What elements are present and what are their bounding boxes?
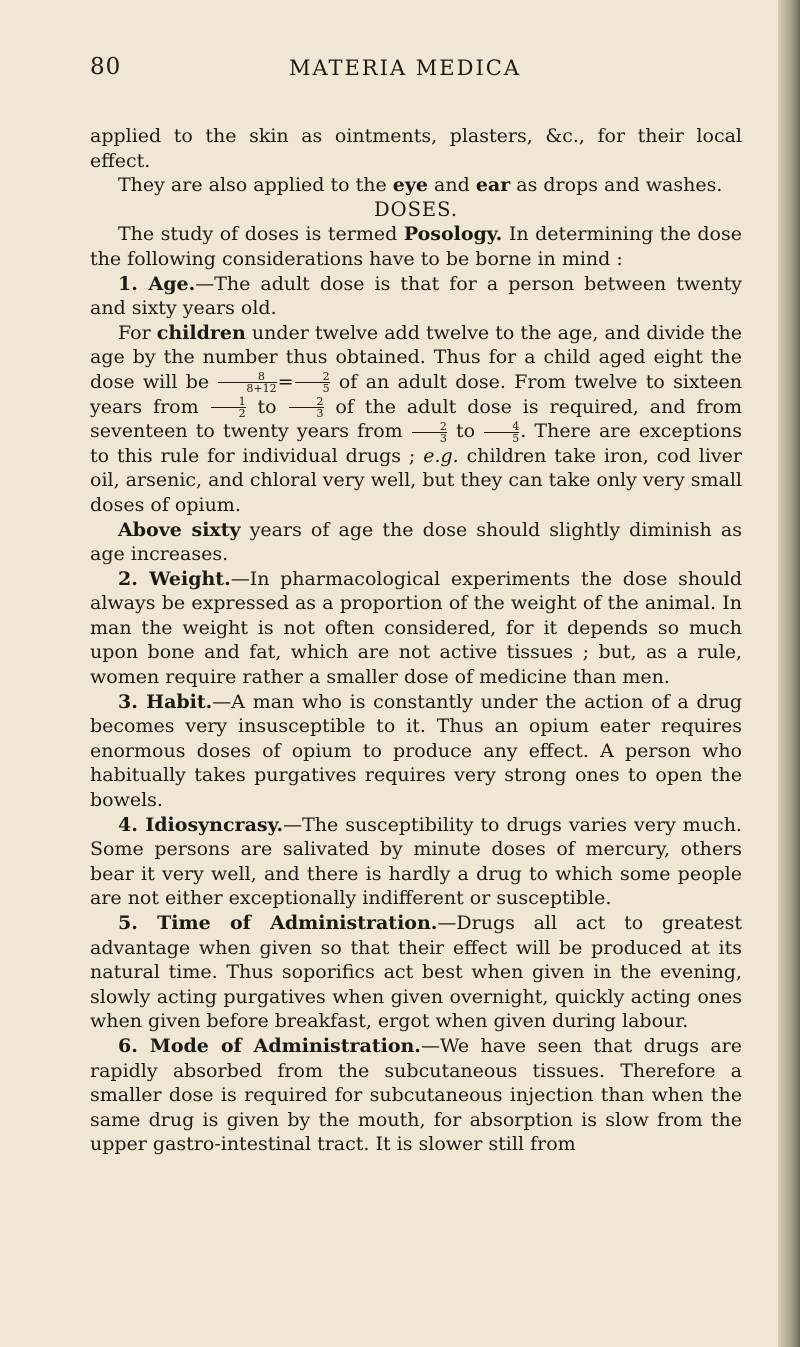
text-run: —Drugs all act to greatest advantage when given so that their effect will be produced at its natural time. Thus soporifics act best when given in the evening, slowly acting purgatives when given overnight, quickly acting ones when given before breakfast, ergot when given during labour. [90,912,742,1033]
paragraph-age [90,272,742,321]
heading-mode-of-administration: 6. Mode of Administration. [118,1034,421,1057]
page-number: 80 [90,54,122,80]
page-header [90,54,720,86]
fraction-denominator: 5 [484,432,519,444]
fraction-denominator: 8+12 [218,382,276,394]
fraction-numerator: 2 [322,370,330,384]
text-run: In determining the dose the following considerations have to be borne in mind : [90,223,742,270]
fraction-numerator: 8 [258,370,266,384]
text-run: and [428,174,476,197]
heading-age: 1. Age. [118,272,196,295]
paragraph-mode [90,1034,742,1157]
text-run: as drops and washes. [510,174,723,197]
fraction-numerator: 4 [512,419,520,433]
text-run: —A man who is constantly under the action of a drug becomes very insusceptible to it. Thus an opium eater requires enormous doses of opium to produce any effect. A person who habitually takes purgatives requires very strong ones to open the bowels. [90,690,742,812]
term-posology: Posology. [403,223,503,246]
paragraph-habit [90,690,742,813]
fraction-denominator: 5 [295,382,330,394]
text-run: years of age the dose should slightly diminish as age increases. [90,518,742,566]
text-run: to [447,420,484,443]
text-run: They are also applied to the [118,174,393,197]
term-children: children [156,321,246,344]
book-spine-edge [778,0,800,1347]
fraction-numerator: 2 [439,419,447,433]
body-text [90,124,742,1157]
fraction-denominator: 3 [289,407,324,419]
text-run: For [118,321,157,344]
paragraph-time [90,911,742,1034]
heading-weight: 2. Weight. [118,567,231,590]
fraction [484,421,519,444]
fraction [211,396,246,419]
paragraph-idiosyncrasy [90,813,742,911]
fraction [289,396,324,419]
term-above-sixty: Above sixty [118,518,241,541]
paragraph-ointments: applied to the skin as ointments, plasters, &c., for their local effect. [90,125,742,172]
abbreviation-eg: e.g. [423,444,459,467]
heading-idiosyncrasy: 4. Idiosyncrasy. [118,813,284,836]
term-eye: eye [392,174,428,197]
text-run: children take iron, cod liver oil, arsenic, and chloral very well, but they can take only very small doses of opium. [90,444,742,516]
section-heading-doses: DOSES. [373,197,459,221]
text-run: —We have seen that drugs are rapidly absorbed from the subcutaneous tissues. Therefore a smaller dose is required for subcutaneous injection than when the same drug is given by the mouth, for absorption is slow from the upper gastro-intestinal tract. It is slower still from [90,1034,743,1156]
text-run: to [246,395,288,418]
paragraph-above-sixty [90,518,742,567]
fraction [295,371,330,394]
text-run: of an adult dose. From twelve to sixteen years from [90,370,742,418]
fraction-numerator: 1 [238,395,246,409]
fraction [412,421,447,444]
fraction-denominator: 3 [412,432,447,444]
fraction [218,371,276,394]
paragraph-children [90,321,742,518]
text-run: The study of doses is termed [118,223,404,246]
running-title: MATERIA MEDICA [288,56,521,80]
fraction-numerator: 2 [316,395,324,409]
equals-sign: = [277,370,294,393]
paragraph-posology [90,222,742,271]
heading-habit: 3. Habit. [118,690,213,713]
heading-time-of-administration: 5. Time of Administration. [118,912,438,934]
text-run: of the adult dose is required, and from seventeen to twenty years from [90,395,742,443]
paragraph-weight [90,567,742,690]
paragraph-eye-ear [90,173,742,198]
text-run: under twelve add twelve to the age, and divide the age by the number thus obtained. Thus for a child aged eight the dose will be [90,321,742,393]
text-run: —In pharmacological experiments the dose should always be expressed as a proportion of the weight of the animal. In man the weight is not often considered, for it depends so much upon bone and fat, which are not active tissues ; but, as a rule, women require rather a smaller dose of medicine than men. [90,567,742,689]
text-run: . There are exceptions to this rule for individual drugs ; [90,420,742,467]
text-run: —The adult dose is that for a person between twenty and sixty years old. [90,272,742,320]
term-ear: ear [475,174,511,197]
fraction-denominator: 2 [211,407,246,419]
text-run: —The susceptibility to drugs varies very much. Some persons are salivated by minute doses of mercury, others bear it very well, and there is hardly a drug to which some people are not either exceptionally indifferent or susceptible. [90,813,742,910]
